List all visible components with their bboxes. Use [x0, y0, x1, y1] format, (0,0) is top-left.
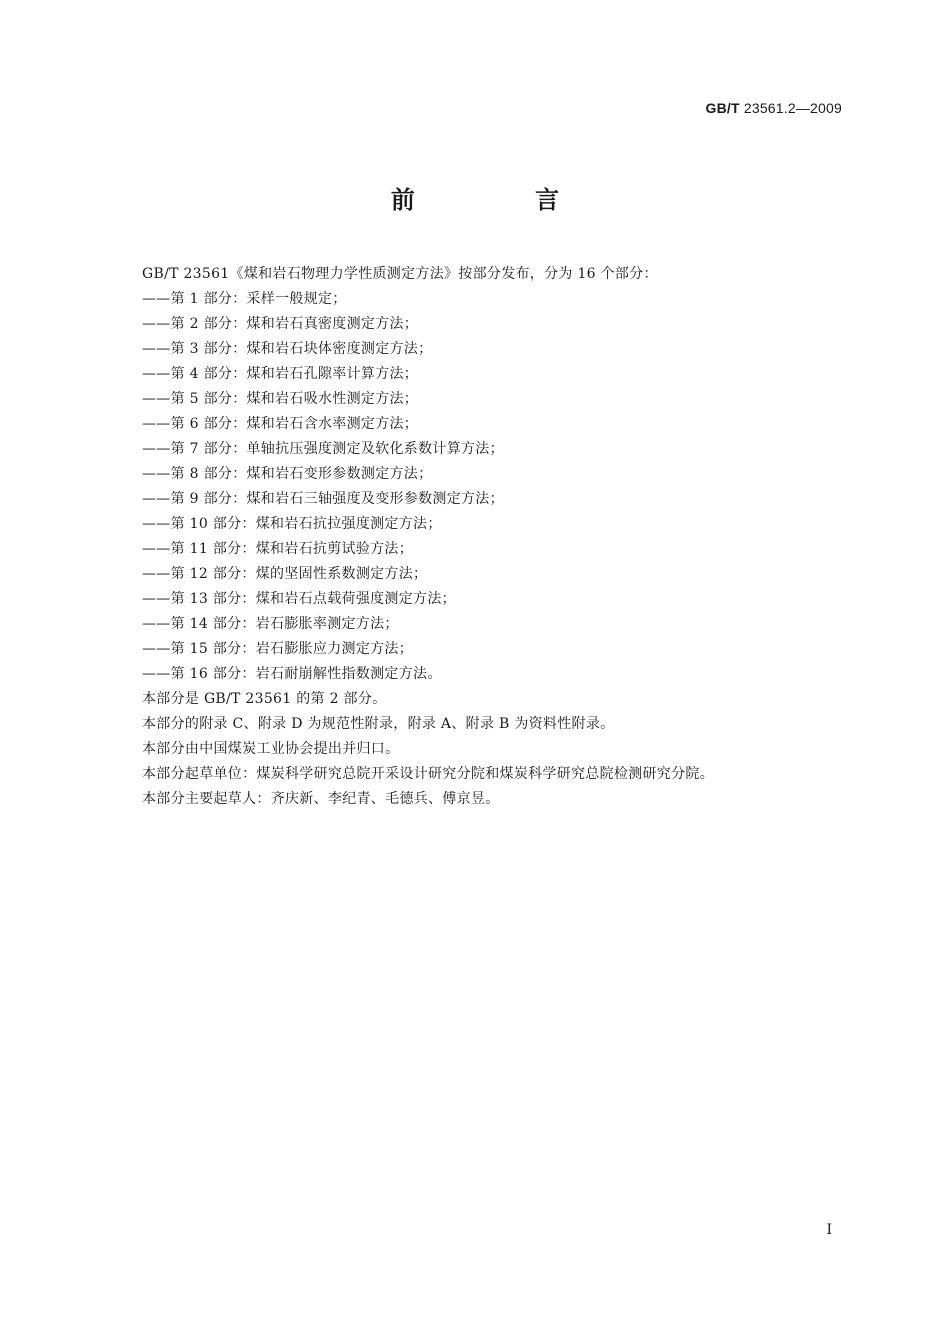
list-item: ——第 15 部分：岩石膨胀应力测定方法；	[142, 641, 414, 657]
list-item: ——第 16 部分：岩石耐崩解性指数测定方法。	[142, 666, 442, 682]
list-item: ——第 10 部分：煤和岩石抗拉强度测定方法；	[142, 516, 442, 532]
statement-paragraph: 本部分起草单位：煤炭科学研究总院开采设计研究分院和煤炭科学研究总院检测研究分院。	[142, 766, 714, 782]
list-item: ——第 5 部分：煤和岩石吸水性测定方法；	[142, 391, 419, 407]
statement-paragraph: 本部分的附录 C、附录 D 为规范性附录，附录 A、附录 B 为资料性附录。	[142, 716, 615, 732]
page-title: 前 言	[390, 186, 616, 214]
list-item: ——第 14 部分：岩石膨胀率测定方法；	[142, 616, 399, 632]
page-number: I	[826, 1222, 832, 1238]
standard-code-header	[706, 100, 843, 116]
intro-paragraph: GB/T 23561《煤和岩石物理力学性质测定方法》按部分发布，分为 16 个部分：	[142, 266, 658, 282]
statement-paragraph: 本部分由中国煤炭工业协会提出并归口。	[142, 741, 400, 757]
list-item: ——第 1 部分：采样一般规定；	[142, 291, 347, 307]
list-item: ——第 12 部分：煤的坚固性系数测定方法；	[142, 566, 428, 582]
statement-paragraph: 本部分是 GB/T 23561 的第 2 部分。	[142, 691, 387, 707]
statement-paragraph: 本部分主要起草人：齐庆新、李纪青、毛德兵、傅京昱。	[142, 791, 500, 807]
foreword-body	[142, 262, 822, 812]
parts-list	[142, 287, 822, 687]
list-item: ——第 7 部分：单轴抗压强度测定及软化系数计算方法；	[142, 441, 504, 457]
list-item: ——第 3 部分：煤和岩石块体密度测定方法；	[142, 341, 433, 357]
list-item: ——第 2 部分：煤和岩石真密度测定方法；	[142, 316, 419, 332]
standard-prefix: GB/T	[705, 100, 740, 116]
list-item: ——第 8 部分：煤和岩石变形参数测定方法；	[142, 466, 433, 482]
list-item: ——第 4 部分：煤和岩石孔隙率计算方法；	[142, 366, 419, 382]
standard-number: 23561.2—2009	[743, 100, 842, 116]
list-item: ——第 6 部分：煤和岩石含水率测定方法；	[142, 416, 419, 432]
list-item: ——第 13 部分：煤和岩石点载荷强度测定方法；	[142, 591, 456, 607]
list-item: ——第 9 部分：煤和岩石三轴强度及变形参数测定方法；	[142, 491, 504, 507]
list-item: ——第 11 部分：煤和岩石抗剪试验方法；	[142, 541, 414, 557]
